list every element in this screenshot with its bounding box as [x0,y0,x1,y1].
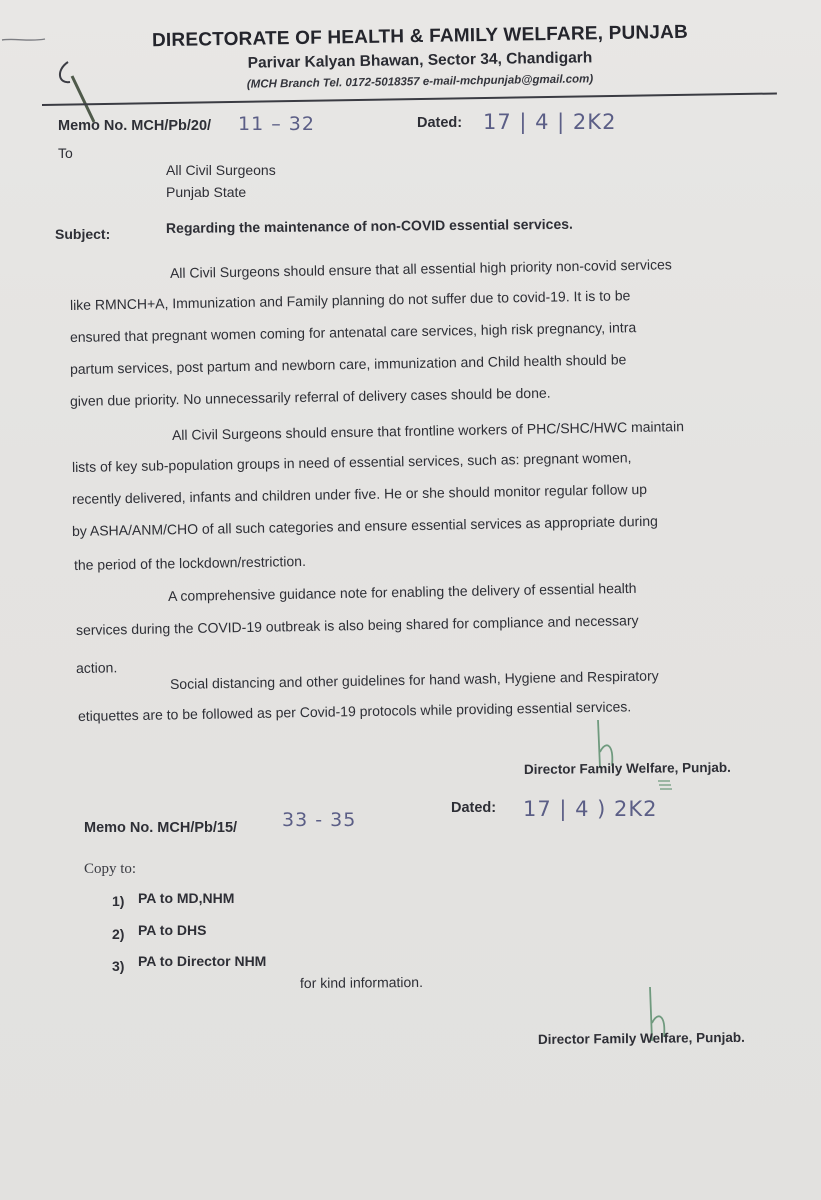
memo2-date-handwritten: 17 | 4 ) 2K2 [523,797,658,821]
memo2-number-handwritten: 33 - 35 [282,809,357,831]
memo2-dated-label: Dated: [451,800,497,816]
body-p1-line: like RMNCH+A, Immunization and Family planning do not suffer due to covid-19. It is to be [69,287,631,313]
copy-to-item-text: PA to Director NHM [138,953,267,969]
letterhead-address: Parivar Kalyan Bhawan, Sector 34, Chandigarh [247,49,593,72]
signature2-title: Director Family Welfare, Punjab. [537,1029,745,1047]
to-label: To [58,145,73,161]
copy-to-item-number: 2) [112,926,125,942]
copy-to-item-number: 1) [112,893,125,909]
letterhead-contact: (MCH Branch Tel. 0172-5018357 e-mail-mchpunjab@gmail.com) [246,73,594,91]
copy-to-label: Copy to: [84,861,137,877]
to-line1: All Civil Surgeons [166,162,276,178]
copy-to-item-text: PA to DHS [138,922,207,938]
subject-label: Subject: [55,226,111,242]
body-p4-line: etiquettes are to be followed as per Covid-19 protocols while providing essential services. [77,698,632,724]
body-p1-line: All Civil Surgeons should ensure that all essential high priority non-covid services [169,256,672,281]
body-p2-line: by ASHA/ANM/CHO of all such categories and ensure essential services as appropriate during [71,512,659,539]
body-p1-line: partum services, post partum and newborn care, immunization and Child health should be [69,351,627,377]
copy-to-item-text: PA to MD,NHM [138,890,235,906]
body-p2-line: lists of key sub-population groups in need of essential services, such as: pregnant women, [71,449,632,475]
body-p2-line: All Civil Surgeons should ensure that frontline workers of PHC/SHC/HWC maintain [171,418,685,443]
memo1-date-handwritten: 17 | 4 | 2K2 [483,110,617,134]
letterhead-title: DIRECTORATE OF HEALTH & FAMILY WELFARE, PUNJAB [151,21,689,52]
signature1-scribble [656,778,676,792]
body-p3-line: A comprehensive guidance note for enabling the delivery of essential health [167,579,637,604]
copy-to-closing: for kind information. [299,973,424,991]
body-p2-line: recently delivered, infants and children under five. He or she should monitor regular follow up [71,480,648,507]
copy-to-item-number: 3) [112,958,125,974]
body-p1-line: ensured that pregnant women coming for antenatal care services, high risk pregnancy, intra [69,319,637,345]
body-p3-line: action. [75,659,118,676]
subject-text: Regarding the maintenance of non-COVID essential services. [165,215,573,236]
memo1-dated-label: Dated: [417,115,463,131]
body-p2-line: the period of the lockdown/restriction. [73,552,307,573]
memo2-number-label: Memo No. MCH/Pb/15/ [84,820,238,836]
body-p1-line: given due priority. No unnecessarily referral of delivery cases should be done. [69,384,551,409]
memo1-number-handwritten: 11 – 32 [238,113,315,135]
to-line2: Punjab State [166,184,247,200]
pen-scribble-mark [0,30,60,50]
memo1-number-label: Memo No. MCH/Pb/20/ [58,118,212,134]
body-p3-line: services during the COVID-19 outbreak is also being shared for compliance and necessary [75,612,639,638]
letterhead-divider [42,92,777,106]
signature1-title: Director Family Welfare, Punjab. [523,759,731,777]
body-p4-line: Social distancing and other guidelines for hand wash, Hygiene and Respiratory [169,667,659,692]
